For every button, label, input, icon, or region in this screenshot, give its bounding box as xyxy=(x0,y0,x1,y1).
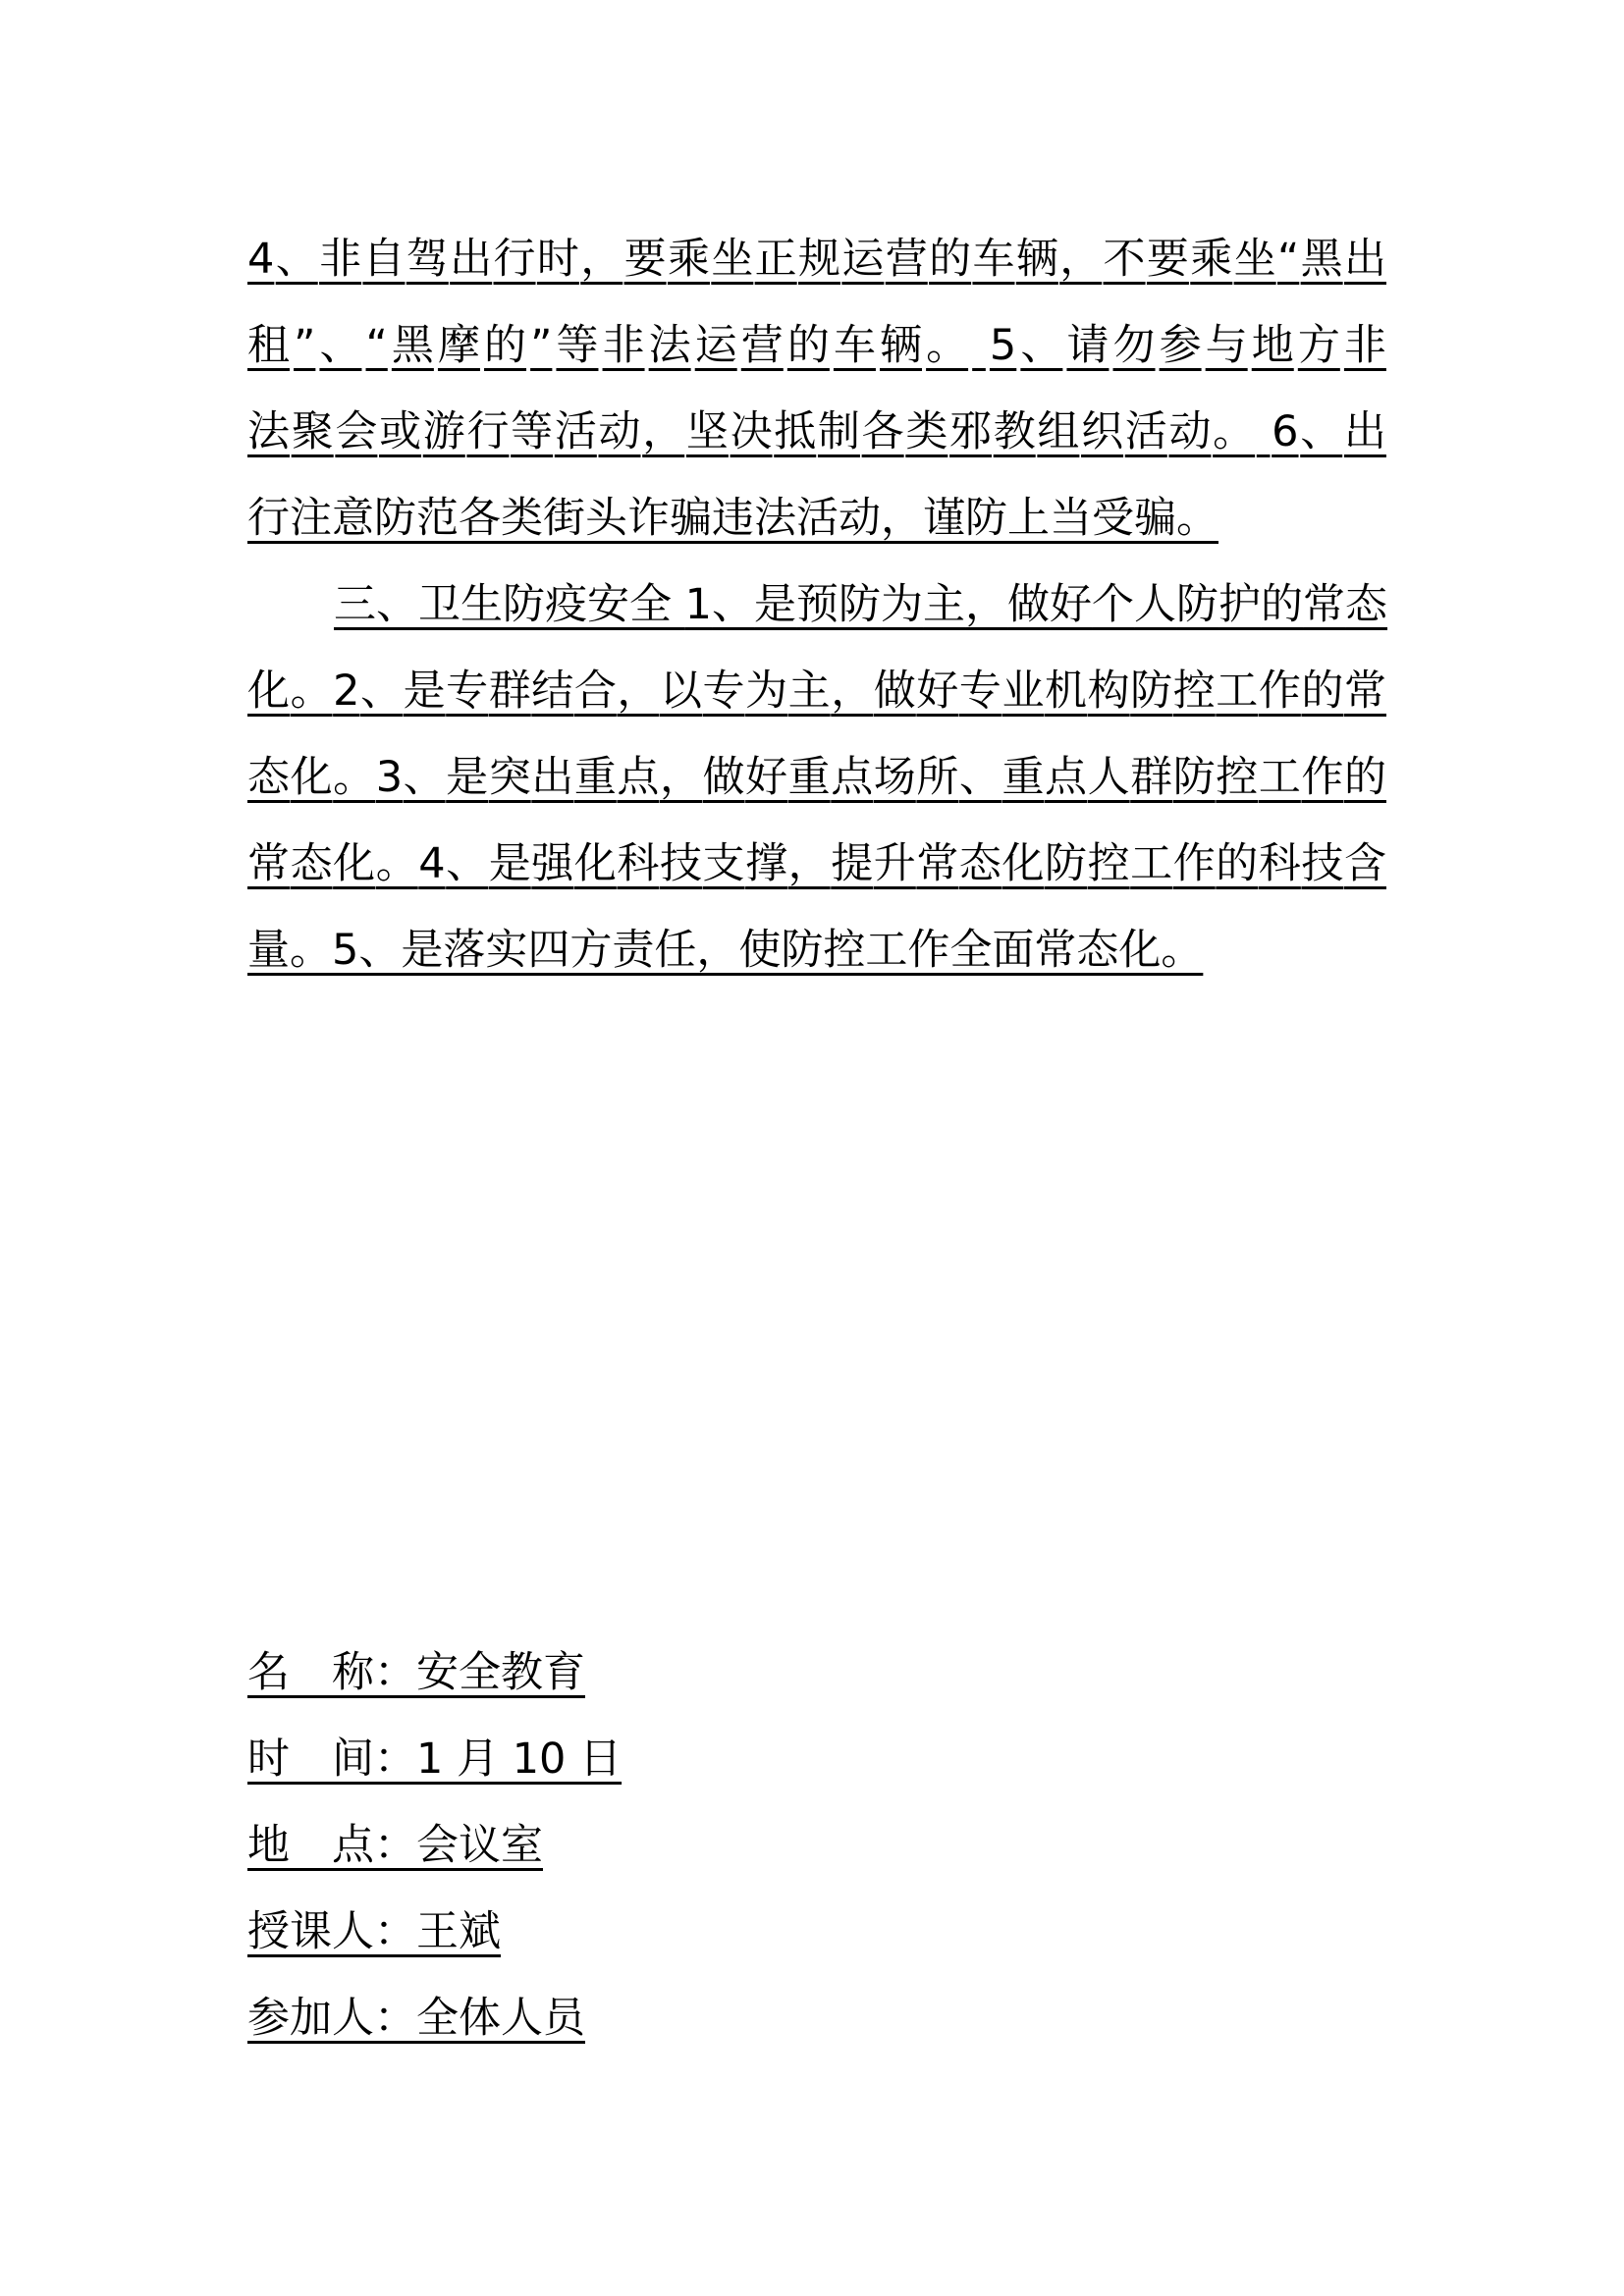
meta-participants: 参加人：全体人员 xyxy=(247,1994,585,2043)
body-line: 行注意防范各类街头诈骗违法活动，谨防上当受骗。 xyxy=(247,494,1218,543)
body-line: 化 。 2 、 是 专 群 结 合 ， 以 专 为 主 ， 做 好 专 业 机 构 防 控 工 作 的 常 xyxy=(247,667,1386,716)
body-line: 租 ” 、 “ 黑 摩 的 ” 等 非 法 运 营 的 车 辆 。 5 、 请 勿 参 与 地 方 非 xyxy=(247,321,1386,370)
body-line: 常 态 化 。 4 、 是 强 化 科 技 支 撑 ， 提 升 常 态 化 防 控 工 作 的 科 技 含 xyxy=(247,839,1386,888)
meta-name: 名 称：安全教育 xyxy=(247,1648,585,1697)
body-line: 法 聚 会 或 游 行 等 活 动 ， 坚 决 抵 制 各 类 邪 教 组 织 活 动 。 6 、 出 xyxy=(247,407,1386,456)
body-line: 态 化 。 3 、 是 突 出 重 点 ， 做 好 重 点 场 所 、 重 点 人 群 防 控 工 作 的 xyxy=(247,753,1386,802)
body-line: 4 、 非 自 驾 出 行 时 ， 要 乘 坐 正 规 运 营 的 车 辆 ， 不 要 乘 坐 “ 黑 出 xyxy=(247,235,1386,284)
meta-teacher: 授课人：王斌 xyxy=(247,1907,501,1956)
section-three-heading-line: 三 、 卫 生 防 疫 安 全 1 、 是 预 防 为 主 ， 做 好 个 人 防 护 的 常 态 xyxy=(334,580,1388,629)
meta-place: 地 点：会议室 xyxy=(247,1821,543,1870)
meta-time: 时 间：1 月 10 日 xyxy=(247,1735,623,1784)
body-line: 量。5、是落实四方责任，使防控工作全面常态化。 xyxy=(247,926,1204,975)
